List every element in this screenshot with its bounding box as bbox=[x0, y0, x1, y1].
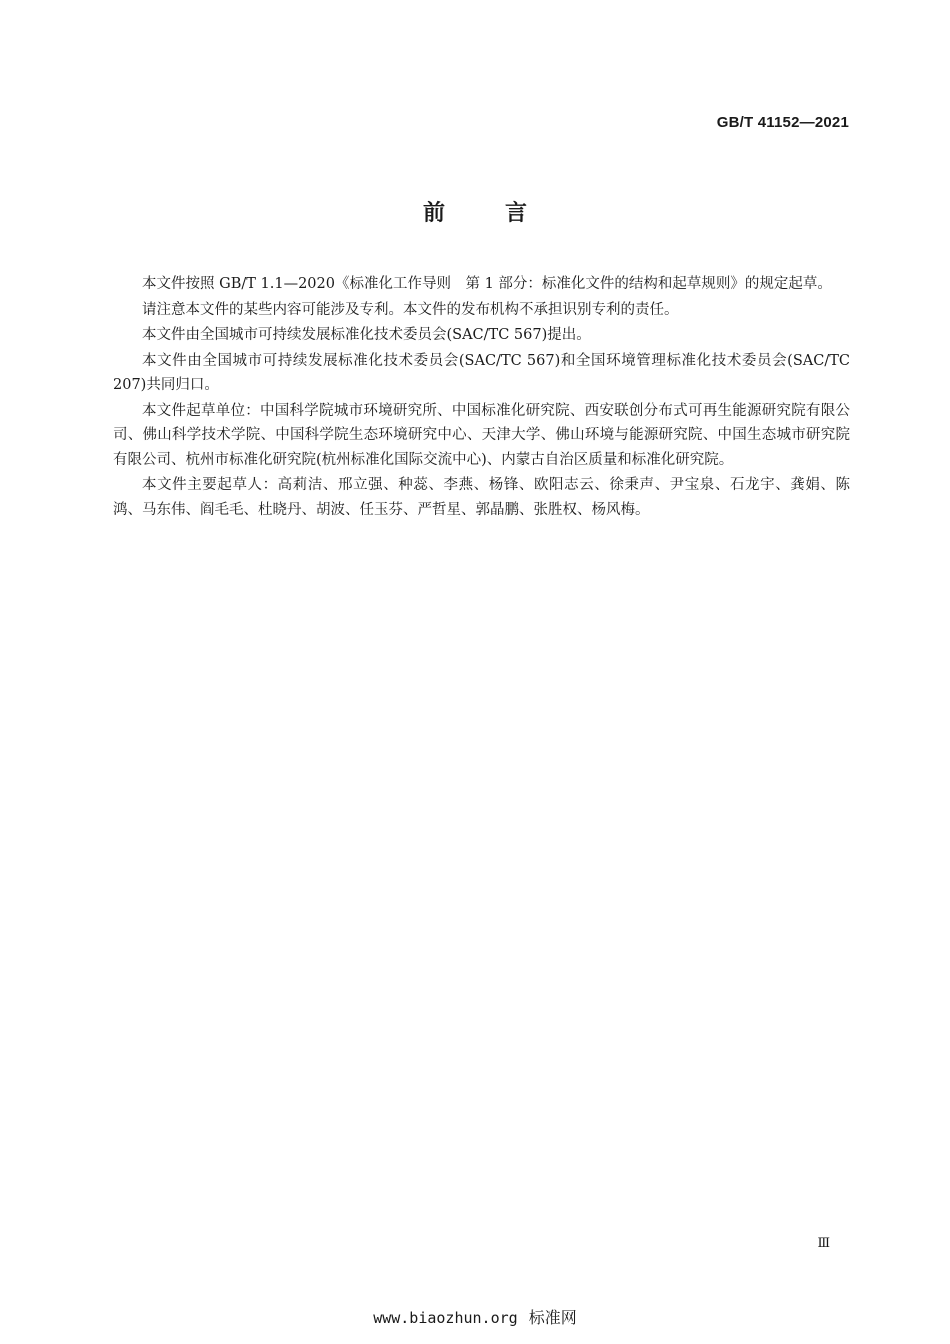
page-title: 前言 bbox=[422, 201, 587, 226]
paragraph-proposer: 本文件由全国城市可持续发展标准化技术委员会(SAC/TC 567)提出。 bbox=[142, 327, 591, 343]
foreword-body bbox=[113, 272, 850, 523]
footer-url[interactable]: www.biaozhun.org bbox=[373, 1309, 518, 1327]
page-number: Ⅲ bbox=[817, 1236, 830, 1251]
footer-site-name: 标准网 bbox=[528, 1308, 577, 1327]
footer bbox=[0, 1305, 950, 1328]
paragraph-centralized: 本文件由全国城市可持续发展标准化技术委员会(SAC/TC 567)和全国环境管理标准化技术委员会(SAC/TC 207)共同归口。 bbox=[113, 352, 850, 393]
paragraph-drafting-units: 本文件起草单位：中国科学院城市环境研究所、中国标准化研究院、西安联创分布式可再生能源研究院有限公司、佛山科学技术学院、中国科学院生态环境研究中心、天津大学、佛山环境与能源研究院、中国生态城市研究院有限公司、杭州市标准化研究院(杭州标准化国际交流中心)、内蒙古自治区质量和标准化研究院。 bbox=[113, 402, 850, 468]
paragraph-drafters: 本文件主要起草人：高莉洁、邢立强、种蕊、李燕、杨锋、欧阳志云、徐秉声、尹宝泉、石龙宇、龚娟、陈鸿、马东伟、阎毛毛、杜晓丹、胡波、任玉芬、严哲星、郭晶鹏、张胜权、杨风梅。 bbox=[113, 477, 850, 518]
standard-number: GB/T 41152—2021 bbox=[716, 114, 849, 131]
paragraph-drafting-rules: 本文件按照 GB/T 1.1—2020《标准化工作导则 第 1 部分：标准化文件的结构和起草规则》的规定起草。 bbox=[142, 276, 832, 292]
paragraph-patent-notice: 请注意本文件的某些内容可能涉及专利。本文件的发布机构不承担识别专利的责任。 bbox=[142, 301, 679, 318]
